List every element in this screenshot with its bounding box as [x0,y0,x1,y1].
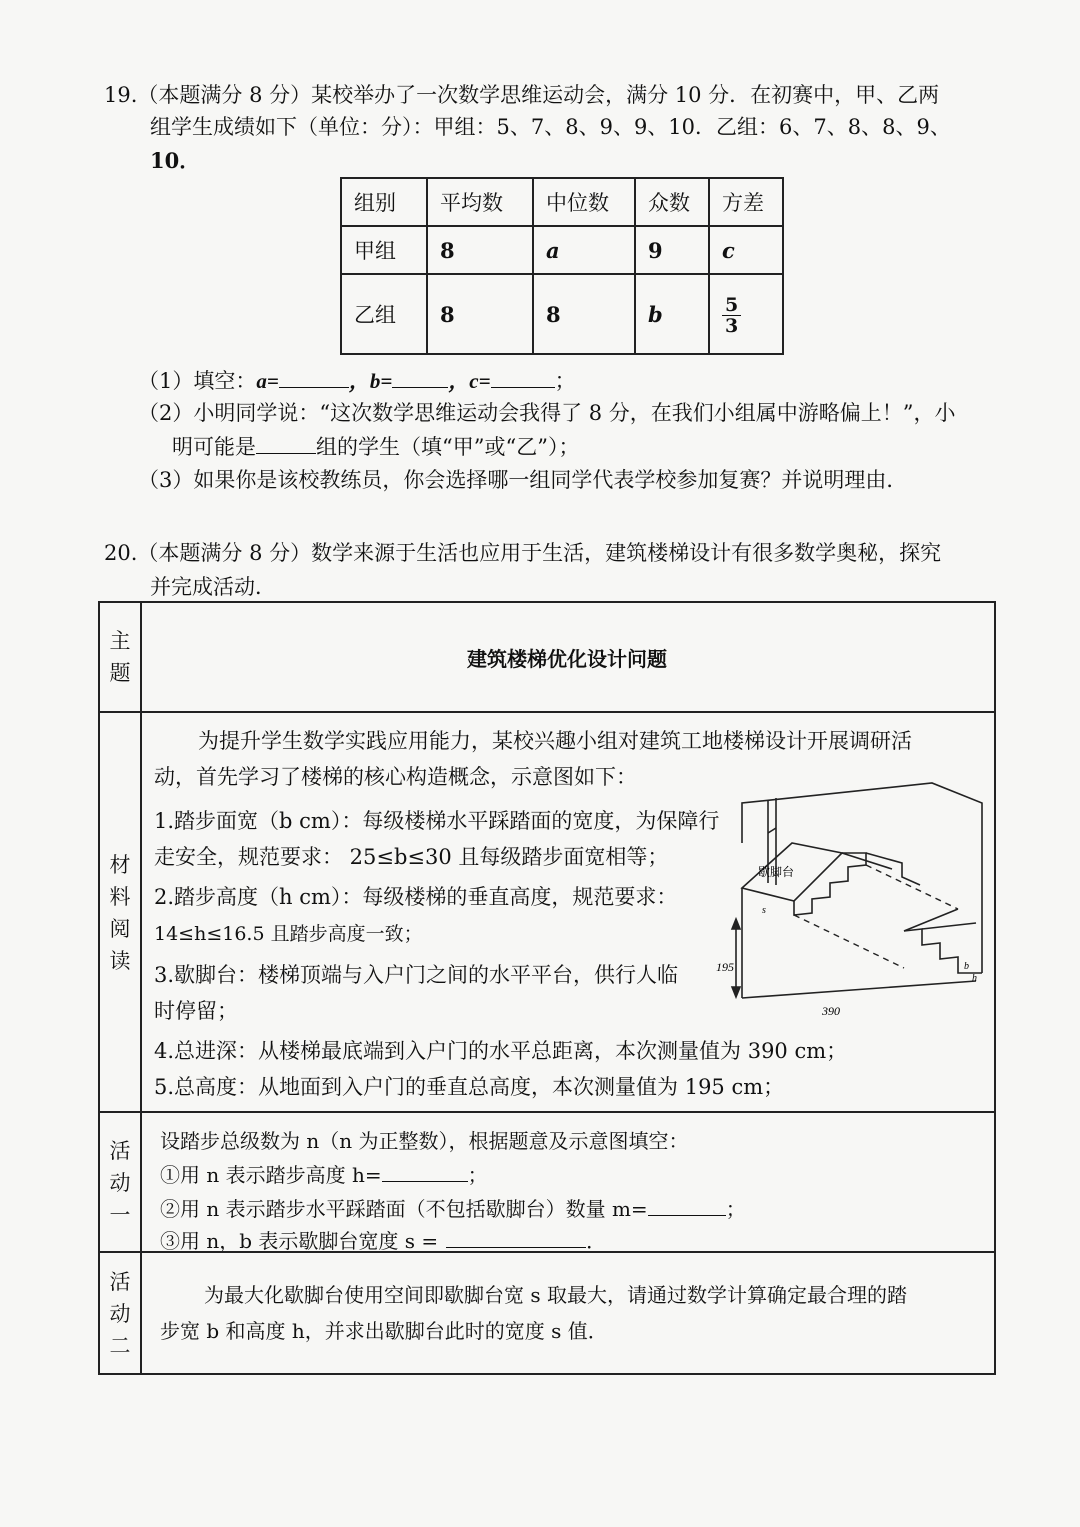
item-4: 4.总进深：从楼梯最底端到入户门的水平总距离，本次测量值为 390 cm； [154,1039,848,1063]
s-label: s [762,905,766,916]
variance-fraction: $\frac{5}{3}$ [722,295,741,336]
cell-group: 乙组 [341,274,427,354]
score-table [340,177,784,355]
cell-variance [709,274,783,354]
header-variance: 方差 [709,178,783,226]
theme-label: 主 题 [100,603,142,711]
cell-mean: 8 [427,274,533,354]
material-intro-1: 为提升学生数学实践应用能力，某校兴趣小组对建筑工地楼梯设计开展调研活 [198,729,912,753]
answer-blank-group[interactable] [256,433,316,454]
header-median: 中位数 [533,178,635,226]
q19-part1: （1）填空：a= ，b= ，c= ； [138,369,576,393]
theme-row [100,603,994,711]
activity-one-row [100,1111,994,1253]
q20-line-2: 并完成活动． [150,575,276,599]
item-1a: 1.踏步面宽（b cm）：每级楼梯水平踩踏面的宽度，为保障行 [154,809,720,833]
item-5: 5.总高度：从地面到入户门的垂直总高度，本次测量值为 195 cm； [154,1075,785,1099]
cell-variance: c [709,226,783,274]
depth-label: 390 [822,1004,840,1018]
item-2b: 14≤h≤16.5 且踏步高度一致； [154,923,423,945]
activity-two-label: 活 动 二 [100,1253,142,1375]
answer-blank-s[interactable] [446,1227,586,1248]
activity-one-label: 活 动 一 [100,1113,142,1253]
material-row [100,711,994,1113]
q19-line-1: 19.（本题满分 8 分）某校举办了一次数学思维运动会，满分 10 分．在初赛中，甲、乙两 [104,83,940,107]
answer-blank-h[interactable] [382,1161,468,1182]
item-2a: 2.踏步高度（h cm）：每级楼梯的垂直高度，规范要求： [154,885,678,909]
upper-steps [794,853,866,915]
q19-part2-line2: 明可能是 组的学生（填“甲”或“乙”）； [172,435,580,459]
staircase-diagram [716,773,992,1023]
q20-line-1: 20.（本题满分 8 分）数学来源于生活也应用于生活，建筑楼梯设计有很多数学奥秘，探究 [104,541,942,565]
cell-group: 甲组 [341,226,427,274]
answer-blank-a[interactable] [279,367,349,388]
activity-table [98,601,996,1375]
activity-two-line-1: 为最大化歇脚台使用空间即歇脚台宽 s 取最大，请通过数学计算确定最合理的踏 [204,1283,907,1307]
activity-one-q2: ②用 n 表示踏步水平踩踏面（不包括歇脚台）数量 m= ； [160,1197,746,1221]
q19-part3: （3）如果你是该校教练员，你会选择哪一组同学代表学校参加复赛？并说明理由． [138,468,908,492]
material-label: 材 料 阅 读 [100,713,142,1113]
q19-part2-line1: （2）小明同学说：“这次数学思维运动会我得了 8 分，在我们小组属中游略偏上！”，小 [138,401,956,425]
answer-blank-b[interactable] [392,367,448,388]
q19-line-3: 10． [150,148,201,173]
header-mode: 众数 [635,178,709,226]
cell-mode: b [635,274,709,354]
cell-mode: 9 [635,226,709,274]
cell-median: 8 [533,274,635,354]
activity-one-intro: 设踏步总级数为 n（n 为正整数），根据题意及示意图填空： [160,1129,689,1153]
table-row [341,274,783,354]
table-header-row [341,178,783,226]
lower-steps [904,929,982,973]
ground-line [742,981,976,998]
item-3a: 3.歇脚台：楼梯顶端与入户门之间的水平平台，供行人临 [154,963,679,987]
activity-one-q1: ①用 n 表示踏步高度 h= ； [160,1163,488,1187]
item-1b: 走安全，规范要求： 25≤b≤30 且每级踏步面宽相等； [154,845,669,869]
activity-two-line-2: 步宽 b 和高度 h，并求出歇脚台此时的宽度 s 值． [160,1319,608,1343]
header-group: 组别 [341,178,427,226]
activity-one-q3: ③用 n，b 表示歇脚台宽度 s = ． [160,1229,607,1253]
answer-blank-m[interactable] [648,1195,726,1216]
cell-mean: 8 [427,226,533,274]
h-label: h [972,973,977,984]
height-label: 195 [716,960,734,974]
header-mean: 平均数 [427,178,533,226]
material-intro-2: 动，首先学习了楼梯的核心构造概念，示意图如下： [154,765,637,789]
activity-two-row [100,1251,994,1375]
item-3b: 时停留； [154,999,238,1023]
cell-median: a [533,226,635,274]
theme-title: 建筑楼梯优化设计问题 [467,646,667,671]
q19-line-2: 组学生成绩如下（单位：分）：甲组：5、7、8、9、9、10．乙组：6、7、8、8、9、 [150,115,951,139]
platform-label: 歇脚台 [758,865,795,879]
table-row [341,226,783,274]
answer-blank-c[interactable] [491,367,555,388]
b-label: b [964,961,969,972]
